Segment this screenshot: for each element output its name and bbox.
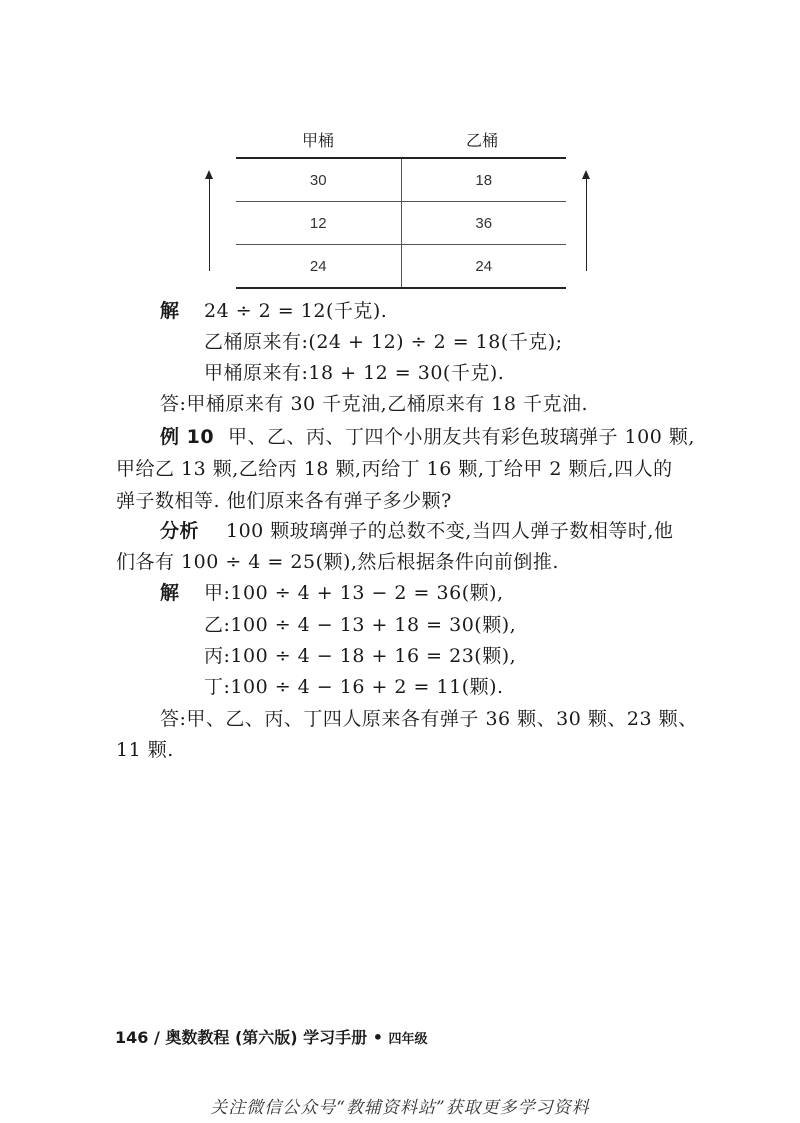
page-number: 146 [115, 1028, 149, 1047]
table-header-yi: 乙桶 [466, 131, 499, 150]
example-label: 例 10 [160, 426, 215, 448]
watermark-text: 关注微信公众号“教辅资料站”获取更多学习资料 [210, 1098, 590, 1118]
solution-line: 乙:100 ÷ 4 − 13 + 18 = 30(颗), [204, 614, 517, 636]
solution-line: 24 ÷ 2 = 12(千克). [204, 300, 388, 322]
answer-line: 答:甲桶原来有 30 千克油,乙桶原来有 18 千克油. [160, 393, 588, 415]
table-header-jia: 甲桶 [302, 131, 335, 150]
solution-line: 甲:100 ÷ 4 + 13 − 2 = 36(颗), [204, 582, 504, 604]
analysis-label: 分析 [160, 520, 200, 542]
example-text: 甲给乙 13 颗,乙给丙 18 颗,丙给丁 16 颗,丁给甲 2 颗后,四人的 [116, 458, 673, 480]
solution-line: 丙:100 ÷ 4 − 18 + 16 = 23(颗), [204, 645, 517, 667]
table-cell: 36 [401, 202, 566, 245]
answer-line: 答:甲、乙、丙、丁四人原来各有弹子 36 颗、30 颗、23 颗、 [160, 708, 698, 730]
table-row [236, 202, 566, 245]
solution-label: 解 [160, 582, 180, 604]
analysis-text: 100 颗玻璃弹子的总数不变,当四人弹子数相等时,他 [226, 520, 674, 542]
table-cell: 24 [236, 245, 401, 289]
solution-line: 丁:100 ÷ 4 − 16 + 2 = 11(颗). [204, 676, 504, 698]
table-cell: 12 [236, 202, 401, 245]
solution-line: 乙桶原来有:(24 + 12) ÷ 2 = 18(千克); [204, 331, 563, 353]
answer-line: 11 颗. [116, 739, 174, 761]
solution-line: 甲桶原来有:18 + 12 = 30(千克). [204, 362, 505, 384]
example-text: 甲、乙、丙、丁四个小朋友共有彩色玻璃弹子 100 颗, [228, 426, 695, 448]
table-cell: 24 [401, 245, 566, 289]
solution-label: 解 [160, 300, 180, 322]
grade-label: 四年级 [388, 1032, 428, 1047]
arrow-up-icon [586, 176, 587, 271]
arrow-up-icon [209, 176, 210, 271]
table-cell: 30 [236, 158, 401, 202]
page-footer [115, 1025, 428, 1048]
analysis-text: 们各有 100 ÷ 4 = 25(颗),然后根据条件向前倒推. [116, 551, 559, 573]
example-text: 弹子数相等. 他们原来各有弹子多少颗? [116, 490, 452, 512]
table-row [236, 245, 566, 289]
table-row [236, 158, 566, 202]
table-cell: 18 [401, 158, 566, 202]
book-title: / 奥数教程 (第六版) 学习手册 • [153, 1028, 383, 1047]
oil-barrel-table [236, 157, 566, 289]
